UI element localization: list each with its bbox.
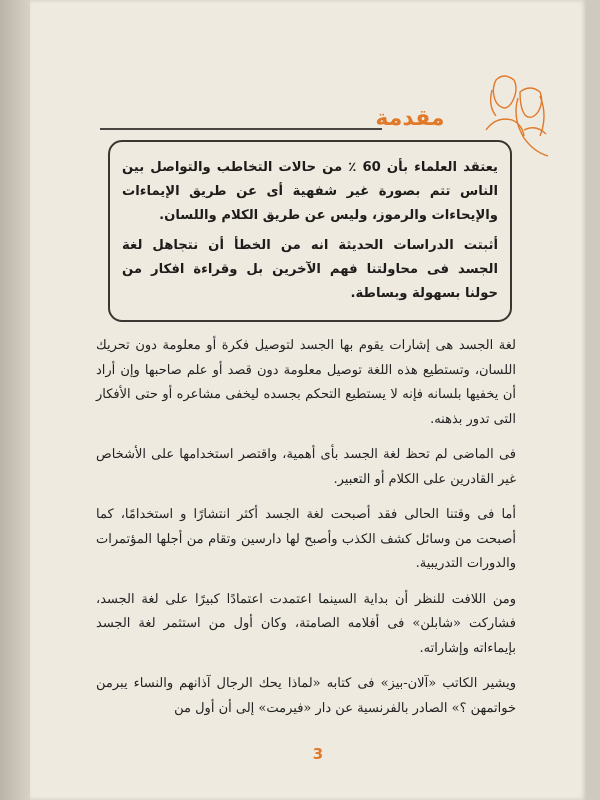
section-heading-row [100, 100, 510, 144]
book-spine-shadow [0, 0, 30, 800]
intro-paragraph: يعتقد العلماء بأن 60 ٪ من حالات التخاطب والتواصل بين الناس تتم بصورة غير شفهية أى عن طريق الإيماءات والإيحاءات والرموز، وليس عن طريق الكلام واللسان. [122, 160, 499, 223]
intro-box [108, 140, 512, 322]
body-paragraph: أما فى وقتنا الحالى فقد أصبحت لغة الجسد أكثر انتشارًا و استخدامًا، كما أصبحت من وسائل كشف الكذب وأصبح لها دارسين وتقام من أجلها المؤتمرات والدورات التدريبية. [96, 507, 516, 571]
section-heading: مقدمة [375, 106, 445, 131]
heading-underline [100, 128, 382, 130]
body-paragraph: ويشير الكاتب «آلان-بيز» فى كتابه «لماذا يحك الرجال آذانهم والنساء يبرمن خواتمهن ؟» الصادر بالفرنسية عن دار «فيرمت» إلى أن أول من [96, 676, 516, 716]
page-number: 3 [312, 745, 324, 763]
body-paragraph: ومن اللافت للنظر أن بداية السينما اعتمدت اعتمادًا كبيرًا على لغة الجسد، فشاركت «شابلن» فى أفلامه الصامتة، وكان أول من استثمر لغة الجسد بإيماءاته وإشاراته. [96, 591, 516, 656]
body-paragraph: لغة الجسد هى إشارات يقوم بها الجسد لتوصيل فكرة أو معلومة دون تحريك اللسان، وتستطيع هذه اللغة توصيل معلومة دون قصد أو علم صاحبها وإن أراد أن يخفيها بلسانه فإنه لا يستطيع التحكم بجسده ليخفى مشاعره أو حتى الأفكار التى تدور بذهنه. [96, 338, 516, 427]
body-paragraph: فى الماضى لم تحظ لغة الجسد بأى أهمية، واقتصر استخدامها على الأشخاص غير القادرين على الكلام أو التعبير. [96, 447, 516, 487]
body-text [96, 334, 516, 732]
intro-paragraph: أثبتت الدراسات الحديثة انه من الخطأ أن نتجاهل لغة الجسد فى محاولتنا فهم الآخرين بل وقراءة افكار من حولنا بسهولة وبساطة. [122, 238, 498, 301]
